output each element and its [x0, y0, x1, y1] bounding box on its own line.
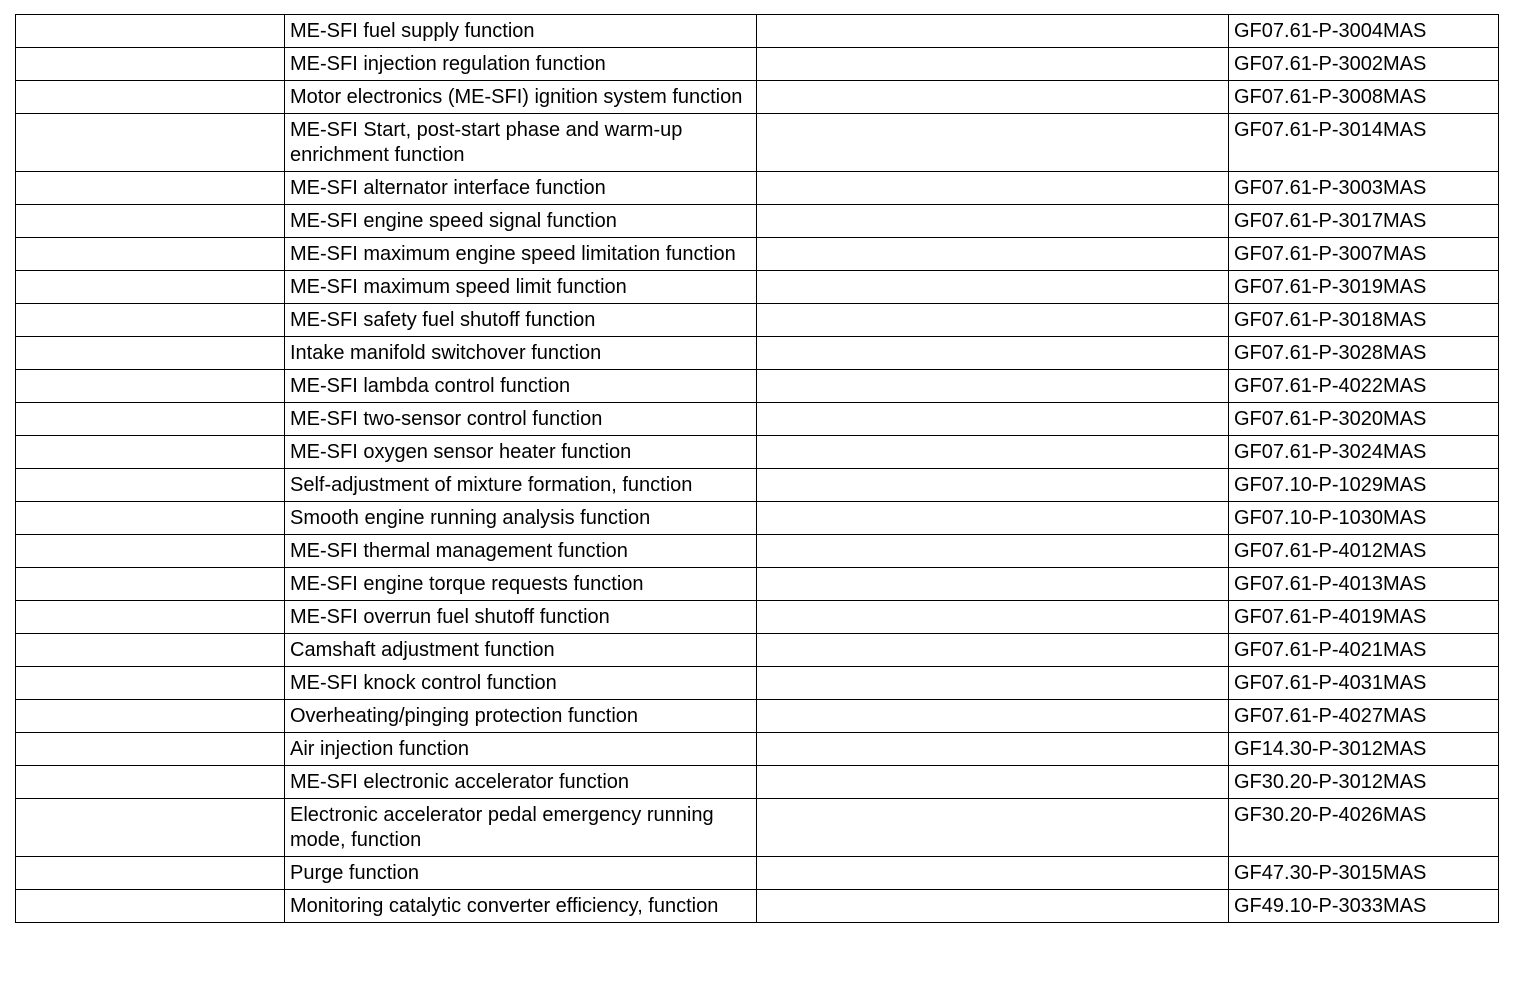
table-row — [16, 700, 1499, 733]
document-code-cell: GF07.61-P-4013MAS — [1229, 568, 1499, 601]
blank-cell — [757, 601, 1229, 634]
function-name-cell: ME-SFI overrun fuel shutoff function — [285, 601, 757, 634]
blank-cell — [16, 568, 285, 601]
blank-cell — [16, 857, 285, 890]
document-code-cell: GF07.61-P-3017MAS — [1229, 205, 1499, 238]
document-code-cell: GF07.61-P-3002MAS — [1229, 48, 1499, 81]
blank-cell — [16, 81, 285, 114]
blank-cell — [757, 857, 1229, 890]
function-name-cell: Monitoring catalytic converter efficiency, function — [285, 890, 757, 923]
blank-cell — [16, 502, 285, 535]
blank-cell — [757, 172, 1229, 205]
document-code-cell: GF07.61-P-3003MAS — [1229, 172, 1499, 205]
blank-cell — [757, 733, 1229, 766]
blank-cell — [757, 238, 1229, 271]
document-code-cell: GF07.61-P-4031MAS — [1229, 667, 1499, 700]
function-name-cell: ME-SFI oxygen sensor heater function — [285, 436, 757, 469]
blank-cell — [757, 304, 1229, 337]
blank-cell — [757, 890, 1229, 923]
function-name-cell: ME-SFI fuel supply function — [285, 15, 757, 48]
blank-cell — [757, 48, 1229, 81]
blank-cell — [16, 535, 285, 568]
blank-cell — [16, 370, 285, 403]
document-code-cell: GF14.30-P-3012MAS — [1229, 733, 1499, 766]
function-name-cell: Purge function — [285, 857, 757, 890]
document-code-cell: GF07.61-P-3007MAS — [1229, 238, 1499, 271]
blank-cell — [16, 436, 285, 469]
document-code-cell: GF07.61-P-3018MAS — [1229, 304, 1499, 337]
function-name-cell: Motor electronics (ME-SFI) ignition system function — [285, 81, 757, 114]
document-code-cell: GF47.30-P-3015MAS — [1229, 857, 1499, 890]
table-row — [16, 502, 1499, 535]
function-name-cell: Electronic accelerator pedal emergency running mode, function — [285, 799, 757, 857]
document-code-cell: GF07.61-P-3028MAS — [1229, 337, 1499, 370]
blank-cell — [757, 370, 1229, 403]
document-code-cell: GF07.61-P-3019MAS — [1229, 271, 1499, 304]
function-reference-table — [15, 14, 1499, 923]
blank-cell — [757, 667, 1229, 700]
blank-cell — [757, 634, 1229, 667]
table-row — [16, 304, 1499, 337]
blank-cell — [16, 205, 285, 238]
function-name-cell: Overheating/pinging protection function — [285, 700, 757, 733]
table-row — [16, 114, 1499, 172]
document-code-cell: GF30.20-P-4026MAS — [1229, 799, 1499, 857]
document-code-cell: GF07.61-P-4021MAS — [1229, 634, 1499, 667]
blank-cell — [757, 502, 1229, 535]
document-code-cell: GF07.61-P-4022MAS — [1229, 370, 1499, 403]
blank-cell — [16, 15, 285, 48]
blank-cell — [757, 436, 1229, 469]
document-code-cell: GF07.61-P-3020MAS — [1229, 403, 1499, 436]
function-name-cell: Smooth engine running analysis function — [285, 502, 757, 535]
document-code-cell: GF07.61-P-3008MAS — [1229, 81, 1499, 114]
blank-cell — [16, 403, 285, 436]
blank-cell — [757, 799, 1229, 857]
function-name-cell: ME-SFI lambda control function — [285, 370, 757, 403]
document-code-cell: GF07.61-P-3024MAS — [1229, 436, 1499, 469]
blank-cell — [757, 568, 1229, 601]
function-name-cell: ME-SFI two-sensor control function — [285, 403, 757, 436]
document-code-cell: GF07.61-P-3014MAS — [1229, 114, 1499, 172]
document-code-cell: GF30.20-P-3012MAS — [1229, 766, 1499, 799]
blank-cell — [16, 271, 285, 304]
table-row — [16, 568, 1499, 601]
function-name-cell: ME-SFI alternator interface function — [285, 172, 757, 205]
blank-cell — [16, 766, 285, 799]
function-name-cell: ME-SFI injection regulation function — [285, 48, 757, 81]
table-row — [16, 370, 1499, 403]
table-row — [16, 890, 1499, 923]
blank-cell — [16, 337, 285, 370]
function-name-cell: ME-SFI maximum engine speed limitation function — [285, 238, 757, 271]
blank-cell — [16, 733, 285, 766]
blank-cell — [757, 469, 1229, 502]
blank-cell — [757, 403, 1229, 436]
table-body — [16, 15, 1499, 923]
function-name-cell: ME-SFI maximum speed limit function — [285, 271, 757, 304]
table-row — [16, 403, 1499, 436]
document-code-cell: GF49.10-P-3033MAS — [1229, 890, 1499, 923]
table-row — [16, 667, 1499, 700]
table-row — [16, 857, 1499, 890]
table-row — [16, 733, 1499, 766]
blank-cell — [757, 337, 1229, 370]
function-name-cell: Camshaft adjustment function — [285, 634, 757, 667]
table-row — [16, 436, 1499, 469]
blank-cell — [757, 700, 1229, 733]
function-name-cell: ME-SFI engine speed signal function — [285, 205, 757, 238]
blank-cell — [757, 114, 1229, 172]
blank-cell — [757, 766, 1229, 799]
table-row — [16, 15, 1499, 48]
table-row — [16, 205, 1499, 238]
table-row — [16, 601, 1499, 634]
document-code-cell: GF07.61-P-4012MAS — [1229, 535, 1499, 568]
blank-cell — [16, 304, 285, 337]
function-name-cell: Intake manifold switchover function — [285, 337, 757, 370]
document-code-cell: GF07.61-P-4019MAS — [1229, 601, 1499, 634]
function-name-cell: ME-SFI knock control function — [285, 667, 757, 700]
blank-cell — [757, 271, 1229, 304]
table-row — [16, 535, 1499, 568]
blank-cell — [16, 114, 285, 172]
function-name-cell: ME-SFI Start, post-start phase and warm-up enrichment function — [285, 114, 757, 172]
blank-cell — [16, 667, 285, 700]
blank-cell — [16, 238, 285, 271]
function-name-cell: Self-adjustment of mixture formation, function — [285, 469, 757, 502]
function-name-cell: ME-SFI safety fuel shutoff function — [285, 304, 757, 337]
document-code-cell: GF07.10-P-1030MAS — [1229, 502, 1499, 535]
table-row — [16, 337, 1499, 370]
blank-cell — [16, 890, 285, 923]
document-code-cell: GF07.61-P-4027MAS — [1229, 700, 1499, 733]
blank-cell — [757, 205, 1229, 238]
table-row — [16, 799, 1499, 857]
table-row — [16, 766, 1499, 799]
blank-cell — [757, 15, 1229, 48]
blank-cell — [757, 535, 1229, 568]
function-name-cell: Air injection function — [285, 733, 757, 766]
table-row — [16, 48, 1499, 81]
table-row — [16, 469, 1499, 502]
function-name-cell: ME-SFI electronic accelerator function — [285, 766, 757, 799]
blank-cell — [16, 469, 285, 502]
function-name-cell: ME-SFI engine torque requests function — [285, 568, 757, 601]
table-row — [16, 634, 1499, 667]
document-code-cell: GF07.61-P-3004MAS — [1229, 15, 1499, 48]
blank-cell — [16, 634, 285, 667]
blank-cell — [16, 799, 285, 857]
function-name-cell: ME-SFI thermal management function — [285, 535, 757, 568]
document-code-cell: GF07.10-P-1029MAS — [1229, 469, 1499, 502]
table-row — [16, 238, 1499, 271]
blank-cell — [757, 81, 1229, 114]
table-row — [16, 271, 1499, 304]
table-row — [16, 172, 1499, 205]
blank-cell — [16, 601, 285, 634]
blank-cell — [16, 700, 285, 733]
table-row — [16, 81, 1499, 114]
blank-cell — [16, 172, 285, 205]
blank-cell — [16, 48, 285, 81]
